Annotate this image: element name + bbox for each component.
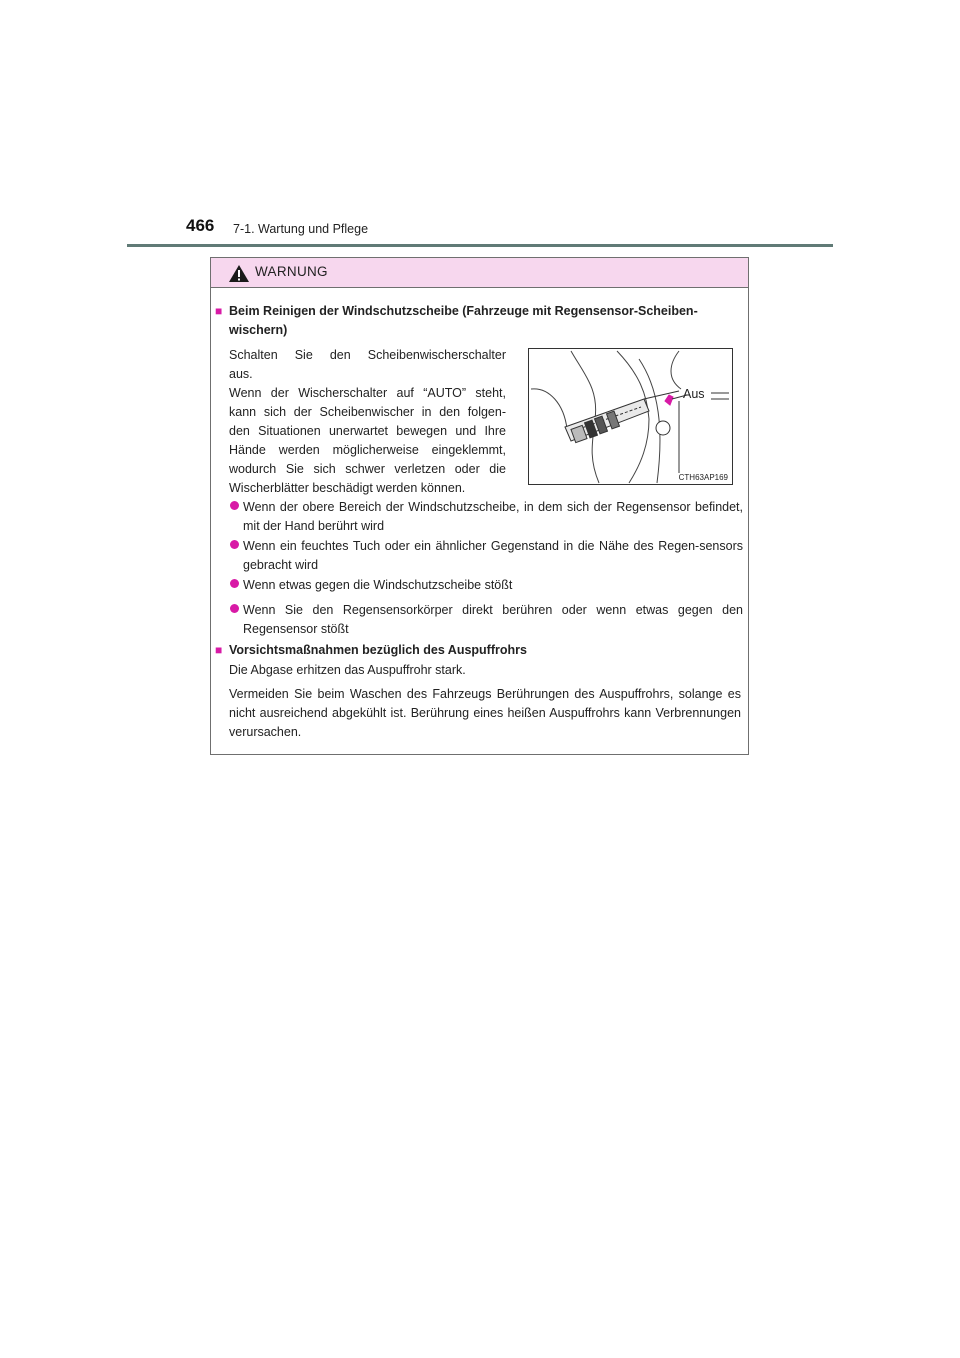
square-bullet-icon: ■ <box>215 643 223 657</box>
heading-exhaust <box>215 641 745 660</box>
list-item <box>230 576 743 595</box>
list-item <box>230 601 743 639</box>
bullet-dot-icon <box>230 604 239 613</box>
bullet-dot-icon <box>230 579 239 588</box>
bullet-dot-icon <box>230 540 239 549</box>
heading-exhaust-text: Vorsichtsmaßnahmen bezüglich des Auspuffrohrs <box>229 643 527 657</box>
bullet-text: Wenn der obere Bereich der Windschutzscheibe, in dem sich der Regensensor befindet, mit der Hand berührt wird <box>243 500 743 533</box>
figure-code: CTH63AP169 <box>678 473 728 482</box>
bullet-dot-icon <box>230 501 239 510</box>
intro-line: aus. <box>229 367 253 381</box>
intro-line: wodurch Sie sich schwer verletzen oder die <box>229 462 506 476</box>
exhaust-paragraph-2: Vermeiden Sie beim Waschen des Fahrzeugs Berührungen des Auspuffrohrs, solange es nicht ausreichend abgekühlt ist. Berührung eines heißen Auspuffrohrs kann Verbrennungen verursachen. <box>229 687 741 739</box>
header-rule <box>127 244 833 247</box>
intro-line: Wischerblätter beschädigt werden können. <box>229 481 466 495</box>
heading-windshield-line2: wischern) <box>229 323 288 337</box>
warning-title: WARNUNG <box>255 264 328 279</box>
wiper-switch-figure <box>528 348 733 485</box>
intro-line: Hände werden möglicherweise eingeklemmt, <box>229 443 506 457</box>
page-number: 466 <box>186 216 215 235</box>
intro-line: Schalten Sie den Scheibenwischerschalter <box>229 348 506 362</box>
intro-line: den Situationen unerwartet bewegen und Ihre <box>229 424 506 438</box>
square-bullet-icon: ■ <box>215 304 223 318</box>
exhaust-paragraph-1: Die Abgase erhitzen das Auspuffrohr stark. <box>229 663 466 677</box>
warning-triangle-icon <box>228 264 250 283</box>
bullet-text: Wenn Sie den Regensensorkörper direkt berühren oder wenn etwas gegen den Regensensor stößt <box>243 603 743 636</box>
heading-windshield <box>215 302 745 340</box>
warning-header <box>211 258 748 288</box>
bullet-text: Wenn etwas gegen die Windschutzscheibe stößt <box>243 578 513 592</box>
heading-windshield-line1: Beim Reinigen der Windschutzscheibe (Fahrzeuge mit Regensensor-Scheiben- <box>229 304 698 318</box>
section-title: 7-1. Wartung und Pflege <box>233 222 369 236</box>
intro-line: Wenn der Wischerschalter auf “AUTO” steht, <box>229 386 506 400</box>
figure-label-aus: Aus <box>683 387 705 401</box>
list-item <box>230 537 743 575</box>
intro-line: kann sich der Scheibenwischer in den folgen- <box>229 405 506 419</box>
intro-paragraph <box>229 346 506 498</box>
bullet-text: Wenn ein feuchtes Tuch oder ein ähnlicher Gegenstand in die Nähe des Regen-sensors gebracht wird <box>243 539 743 572</box>
wiper-lever-illustration <box>529 349 732 484</box>
list-item <box>230 498 743 536</box>
